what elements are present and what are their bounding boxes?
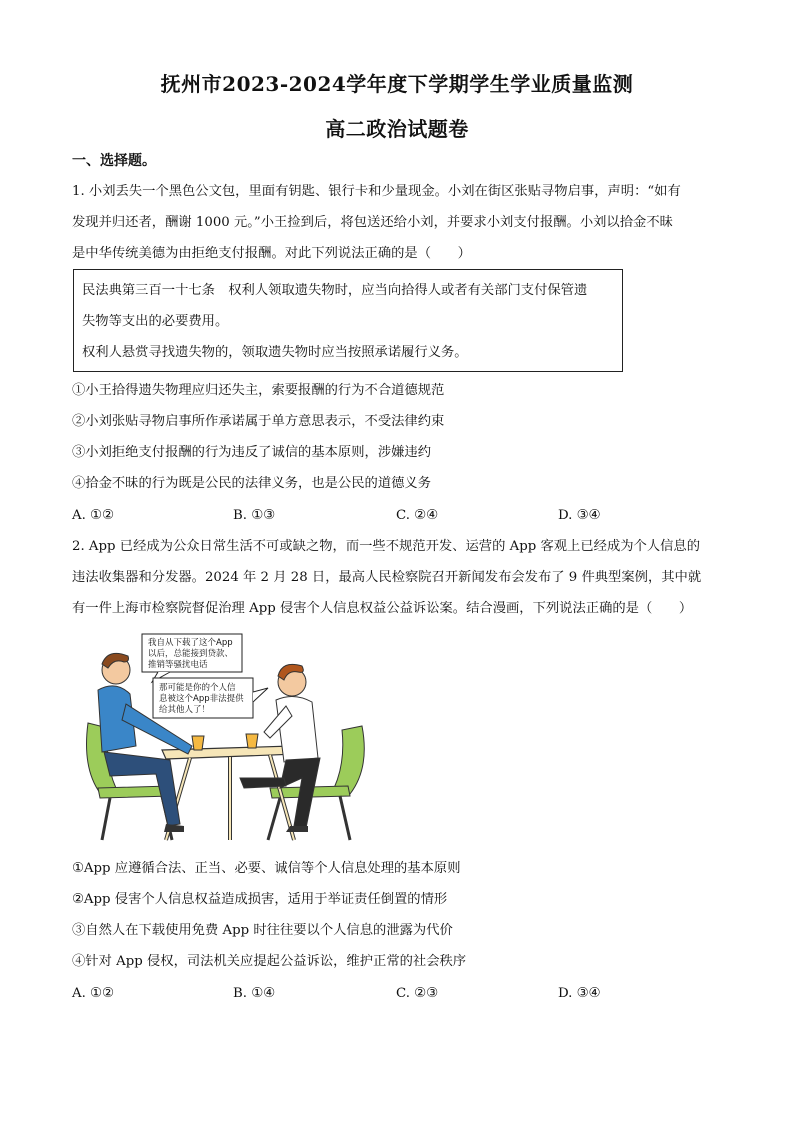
speech-bubble-right: [153, 678, 268, 718]
bubble-right-line: 给其他人了！: [159, 705, 211, 715]
cup-right: [246, 734, 258, 748]
bubble-right-line: 息被这个App非法提供: [159, 694, 244, 704]
law-excerpt-line: 失物等支出的必要费用。: [82, 314, 229, 329]
bubble-left-line: 推销等骚扰电话: [148, 660, 208, 670]
question-1-stem: [72, 176, 722, 269]
answer-choice-d[interactable]: D. ③④: [558, 986, 601, 1001]
bubble-left-line: 以后，总能接到贷款、: [148, 649, 234, 659]
law-excerpt-line: 权利人悬赏寻找遗失物的，领取遗失物时应当按照承诺履行义务。: [82, 345, 468, 360]
exam-subtitle: 高二政治试题卷: [325, 117, 469, 141]
law-excerpt-line: 民法典第三百一十七条 权利人领取遗失物时，应当向拾得人或者有关部门支付保管遗: [82, 283, 588, 298]
cartoon-illustration: [80, 628, 370, 843]
question-2-stem: [72, 531, 722, 624]
question-2-option: ③自然人在下载使用免费 App 时往往要以个人信息的泄露为代价: [72, 923, 453, 938]
answer-choice-a[interactable]: A. ①②: [72, 986, 114, 1001]
question-2-option: ②App 侵害个人信息权益造成损害，适用于举证责任倒置的情形: [72, 892, 448, 907]
question-1-option: ③小刘拒绝支付报酬的行为违反了诚信的基本原则，涉嫌违约: [72, 445, 432, 460]
answer-choice-c[interactable]: C. ②③: [396, 986, 438, 1001]
answer-choice-d[interactable]: D. ③④: [558, 508, 601, 523]
bubble-right-line: 那可能是你的个人信: [159, 683, 236, 693]
answer-choice-c[interactable]: C. ②④: [396, 508, 438, 523]
section-heading: 一、选择题。: [72, 153, 156, 169]
question-2-stem-line: 违法收集器和分发器。2024 年 2 月 28 日，最高人民检察院召开新闻发布会发布了 9 件典型案例，其中就: [72, 570, 702, 585]
speech-bubble-left: [142, 634, 242, 682]
question-1-stem-line: 是中华传统美德为由拒绝支付报酬。对此下列说法正确的是（ ）: [72, 246, 471, 261]
exam-title: 抚州市2023-2024学年度下学期学生学业质量监测: [160, 72, 634, 96]
answer-choice-a[interactable]: A. ①②: [72, 508, 114, 523]
cup-left: [192, 736, 204, 750]
law-excerpt-box: [73, 269, 623, 372]
question-2-option: ④针对 App 侵权，司法机关应提起公益诉讼，维护正常的社会秩序: [72, 954, 467, 969]
question-1-stem-line: 1. 小刘丢失一个黑色公文包，里面有钥匙、银行卡和少量现金。小刘在街区张贴寻物启事，声明：“如有: [72, 184, 681, 199]
question-2-option: ①App 应遵循合法、正当、必要、诚信等个人信息处理的基本原则: [72, 861, 461, 876]
question-2-stem-line: 2. App 已经成为公众日常生活不可或缺之物，而一些不规范开发、运营的 App 客观上已经成为个人信息的: [72, 539, 701, 554]
bubble-left-line: 我自从下载了这个App: [148, 638, 233, 648]
answer-choice-b[interactable]: B. ①③: [233, 508, 276, 523]
question-1-stem-line: 发现并归还者，酬谢 1000 元。”小王捡到后，将包送还给小刘，并要求小刘支付报酬。小刘以拾金不昧: [72, 215, 673, 230]
question-1-option: ④拾金不昧的行为既是公民的法律义务，也是公民的道德义务: [72, 476, 432, 491]
answer-choice-b[interactable]: B. ①④: [233, 986, 276, 1001]
question-1-option: ②小刘张贴寻物启事所作承诺属于单方意思表示，不受法律约束: [72, 414, 445, 429]
question-1-option: ①小王拾得遗失物理应归还失主，索要报酬的行为不合道德规范: [72, 383, 445, 398]
question-2-stem-line: 有一件上海市检察院督促治理 App 侵害个人信息权益公益诉讼案。结合漫画，下列说法正确的是（ ）: [72, 601, 693, 616]
